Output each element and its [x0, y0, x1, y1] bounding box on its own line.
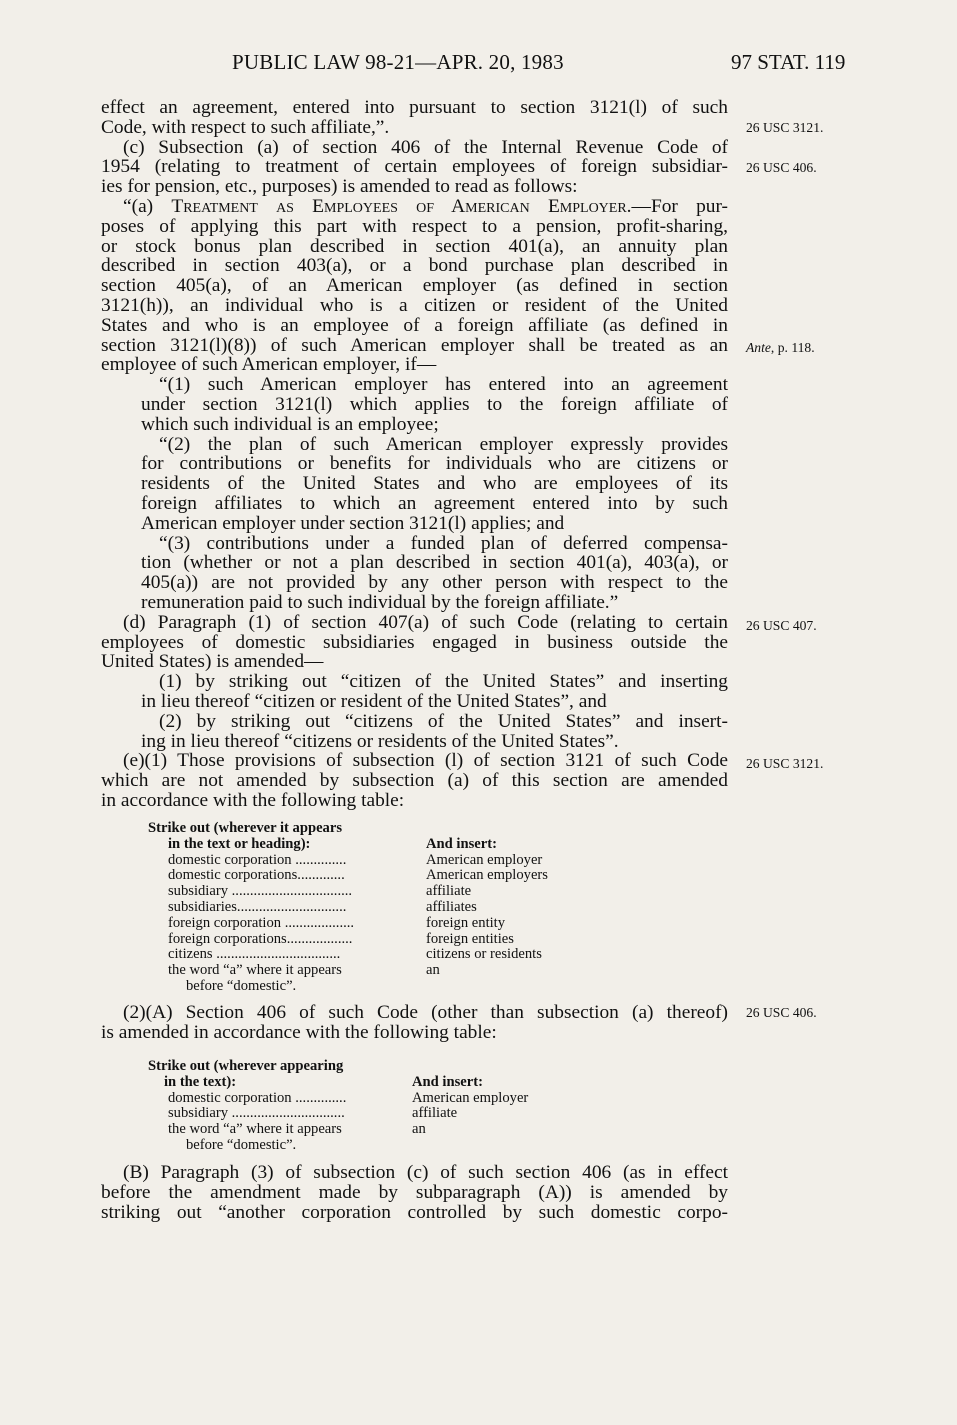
- cell-text: subsidiary: [168, 883, 228, 900]
- table-header-insert: And insert:: [412, 1073, 483, 1090]
- cell-text: citizens: [168, 946, 213, 963]
- table-header-insert: And insert:: [426, 835, 497, 852]
- running-header-title: PUBLIC LAW 98-21—APR. 20, 1983: [232, 50, 564, 74]
- table-header-row: [148, 1075, 708, 1091]
- text-line: poses of applying this part with respect to a pension, profit-sharing,: [101, 215, 728, 237]
- text-line: Code, with respect to such affiliate,”.: [101, 116, 390, 138]
- subsection-heading-line: [101, 197, 728, 217]
- cell-text: domestic corporations: [168, 867, 298, 884]
- cell-text: foreign corporation: [168, 914, 282, 931]
- body-text-section-1: [101, 98, 728, 811]
- amendment-table-1: [148, 821, 708, 995]
- table-row: [148, 1122, 708, 1138]
- body-text-section-2: [101, 1003, 728, 1043]
- table-cell-insert: foreign entities: [426, 930, 514, 947]
- text-line: effect an agreement, entered into pursuant to section 3121(l) of such: [101, 97, 728, 118]
- text-line: 405(a)) are not provided by any other person with respect to the: [141, 572, 728, 594]
- text-line: in accordance with the following table:: [101, 789, 405, 811]
- text-line: in lieu thereof “citizen or resident of the United States”, and: [141, 690, 607, 712]
- heading-suffix: —For pur-: [631, 195, 729, 217]
- table-cell-strike: before “domestic”.: [186, 977, 297, 994]
- text-line: “(1) such American employer has entered into an agreement: [159, 374, 728, 396]
- table-cell-strike: [168, 916, 354, 932]
- table-cell-insert: affiliate: [426, 883, 472, 900]
- table-cell-strike: [168, 947, 340, 963]
- text-line: under section 3121(l) which applies to the foreign affiliate of: [141, 393, 728, 415]
- table-header-row: [148, 821, 708, 837]
- text-line: (B) Paragraph (3) of subsection (c) of such section 406 (as in effect: [123, 1162, 728, 1183]
- text-line: (2) by striking out “citizens of the United States” and insert-: [159, 710, 728, 732]
- text-line: foreign affiliates to which an agreement entered into by such: [141, 492, 728, 514]
- table-cell-insert: American employer: [426, 851, 543, 868]
- table-cell-strike: [168, 853, 346, 869]
- cell-text: subsidiaries: [168, 898, 237, 915]
- cell-text: subsidiary: [168, 1105, 228, 1122]
- table-header-strike: Strike out (wherever it appears: [148, 820, 343, 836]
- table-cell-strike: [168, 1106, 345, 1122]
- table-row: [148, 853, 708, 869]
- text-line: which are not amended by subsection (a) of this section are amended: [101, 770, 728, 792]
- margin-citation: 26 USC 406.: [746, 160, 817, 175]
- text-line: (1) by striking out “citizen of the United States” and inserting: [159, 671, 728, 693]
- text-line: employees of domestic subsidiaries engaged in business outside the: [101, 631, 728, 653]
- table-row: [148, 947, 708, 963]
- table-cell-strike: the word “a” where it appears: [168, 1121, 342, 1138]
- amendment-table-2: [148, 1059, 708, 1154]
- leader-dots: ..................: [286, 930, 353, 947]
- table-cell-insert: affiliates: [426, 898, 477, 915]
- text-line: (2)(A) Section 406 of such Code (other than subsection (a) thereof): [123, 1002, 728, 1023]
- text-line: ies for pension, etc., purposes) is amended to read as follows:: [101, 176, 578, 198]
- leader-dots: ..............: [291, 851, 347, 868]
- text-line: is amended in accordance with the following table:: [101, 1021, 497, 1043]
- text-line: States and who is an employee of a foreign affiliate (as defined in: [101, 314, 728, 336]
- table-row: [148, 1091, 708, 1107]
- text-line: section 3121(l)(8)) of such American employer shall be treated as an: [101, 334, 728, 356]
- text-line: American employer under section 3121(l) applies; and: [141, 512, 565, 534]
- table-row: [148, 1106, 708, 1122]
- text-line: which such individual is an employee;: [141, 413, 439, 435]
- table-cell-strike: [168, 884, 352, 900]
- leader-dots: ..............: [291, 1089, 347, 1106]
- margin-citation-italic: Ante: [746, 340, 771, 355]
- text-line: ing in lieu thereof “citizens or residents of the United States”.: [141, 730, 619, 752]
- table-cell-insert: foreign entity: [426, 914, 506, 931]
- table-header-row: [148, 1059, 708, 1075]
- text-line: section 405(a), of an American employer (as defined in section: [101, 275, 728, 297]
- statute-page-number: 97 STAT. 119: [731, 50, 846, 74]
- heading-prefix: “(a): [123, 195, 172, 217]
- leader-dots: ...................: [281, 914, 355, 931]
- margin-citation: 26 USC 406.: [746, 1005, 817, 1020]
- text-line: 1954 (relating to treatment of certain employees of foreign subsidiar-: [101, 156, 728, 178]
- text-line: residents of the United States and who are employees of its: [141, 473, 728, 495]
- leader-dots: ...............................: [228, 1105, 345, 1122]
- cell-text: domestic corporation: [168, 1089, 292, 1106]
- table-row: [148, 900, 708, 916]
- table-header-strike: Strike out (wherever appearing: [148, 1058, 344, 1074]
- table-header-row: [148, 837, 708, 853]
- text-line: or stock bonus plan described in section 401(a), an annuity plan: [101, 235, 728, 257]
- text-line: for contributions or benefits for individuals who are citizens or: [141, 453, 728, 475]
- table-header-strike: in the text or heading):: [168, 835, 311, 852]
- table-cell-insert: American employers: [426, 867, 548, 884]
- table-row: [148, 884, 708, 900]
- margin-citation-rest: , p. 118.: [770, 340, 815, 355]
- table-cell-insert: an: [412, 1121, 426, 1138]
- text-line: tion (whether or not a plan described in section 401(a), 403(a), or: [141, 552, 728, 574]
- text-line: remuneration paid to such individual by the foreign affiliate.”: [141, 591, 619, 613]
- leader-dots: .............: [297, 867, 345, 884]
- table-cell-strike: [168, 1091, 346, 1107]
- table-cell-insert: citizens or residents: [426, 946, 542, 963]
- cell-text: foreign corporations: [168, 930, 287, 947]
- text-line: “(2) the plan of such American employer expressly provides: [159, 433, 728, 455]
- leader-dots: .................................: [228, 883, 353, 900]
- table-cell-strike: before “domestic”.: [186, 1136, 297, 1153]
- subsection-heading: Treatment as Employees of American Employer.: [171, 195, 632, 217]
- leader-dots: ..................................: [212, 946, 341, 963]
- text-line: (e)(1) Those provisions of subsection (l) of section 3121 of such Code: [123, 750, 728, 772]
- text-line: (d) Paragraph (1) of section 407(a) of such Code (relating to certain: [123, 611, 728, 633]
- table-row: [148, 1138, 708, 1154]
- text-line: described in section 403(a), or a bond purchase plan described in: [101, 255, 728, 277]
- table-row: [148, 916, 708, 932]
- text-line: before the amendment made by subparagraph (A)) is amended by: [101, 1181, 728, 1203]
- text-line: United States) is amended—: [101, 651, 324, 673]
- table-header-strike: in the text):: [164, 1073, 237, 1090]
- text-line: 3121(h)), an individual who is a citizen or resident of the United: [101, 294, 728, 316]
- text-line: “(3) contributions under a funded plan of deferred compensa-: [159, 532, 728, 554]
- margin-citation: 26 USC 3121.: [746, 756, 824, 771]
- text-line: striking out “another corporation controlled by such domestic corpo-: [101, 1201, 728, 1223]
- table-row: [148, 979, 708, 995]
- table-cell-insert: affiliate: [412, 1105, 458, 1122]
- table-cell-strike: [168, 868, 345, 884]
- text-line: (c) Subsection (a) of section 406 of the Internal Revenue Code of: [123, 136, 728, 158]
- leader-dots: ..............................: [236, 898, 347, 915]
- table-cell-strike: the word “a” where it appears: [168, 962, 342, 979]
- table-row: [148, 963, 708, 979]
- table-cell-insert: American employer: [412, 1089, 529, 1106]
- margin-citation: 26 USC 3121.: [746, 120, 824, 135]
- table-row: [148, 868, 708, 884]
- margin-citation: 26 USC 407.: [746, 618, 817, 633]
- table-cell-strike: [168, 932, 352, 948]
- table-row: [148, 932, 708, 948]
- table-cell-insert: an: [426, 962, 440, 979]
- text-line: employee of such American employer, if—: [101, 354, 437, 376]
- margin-citation: [746, 340, 815, 356]
- table-cell-strike: [168, 900, 346, 916]
- body-text-section-3: [101, 1163, 728, 1222]
- cell-text: domestic corporation: [168, 851, 292, 868]
